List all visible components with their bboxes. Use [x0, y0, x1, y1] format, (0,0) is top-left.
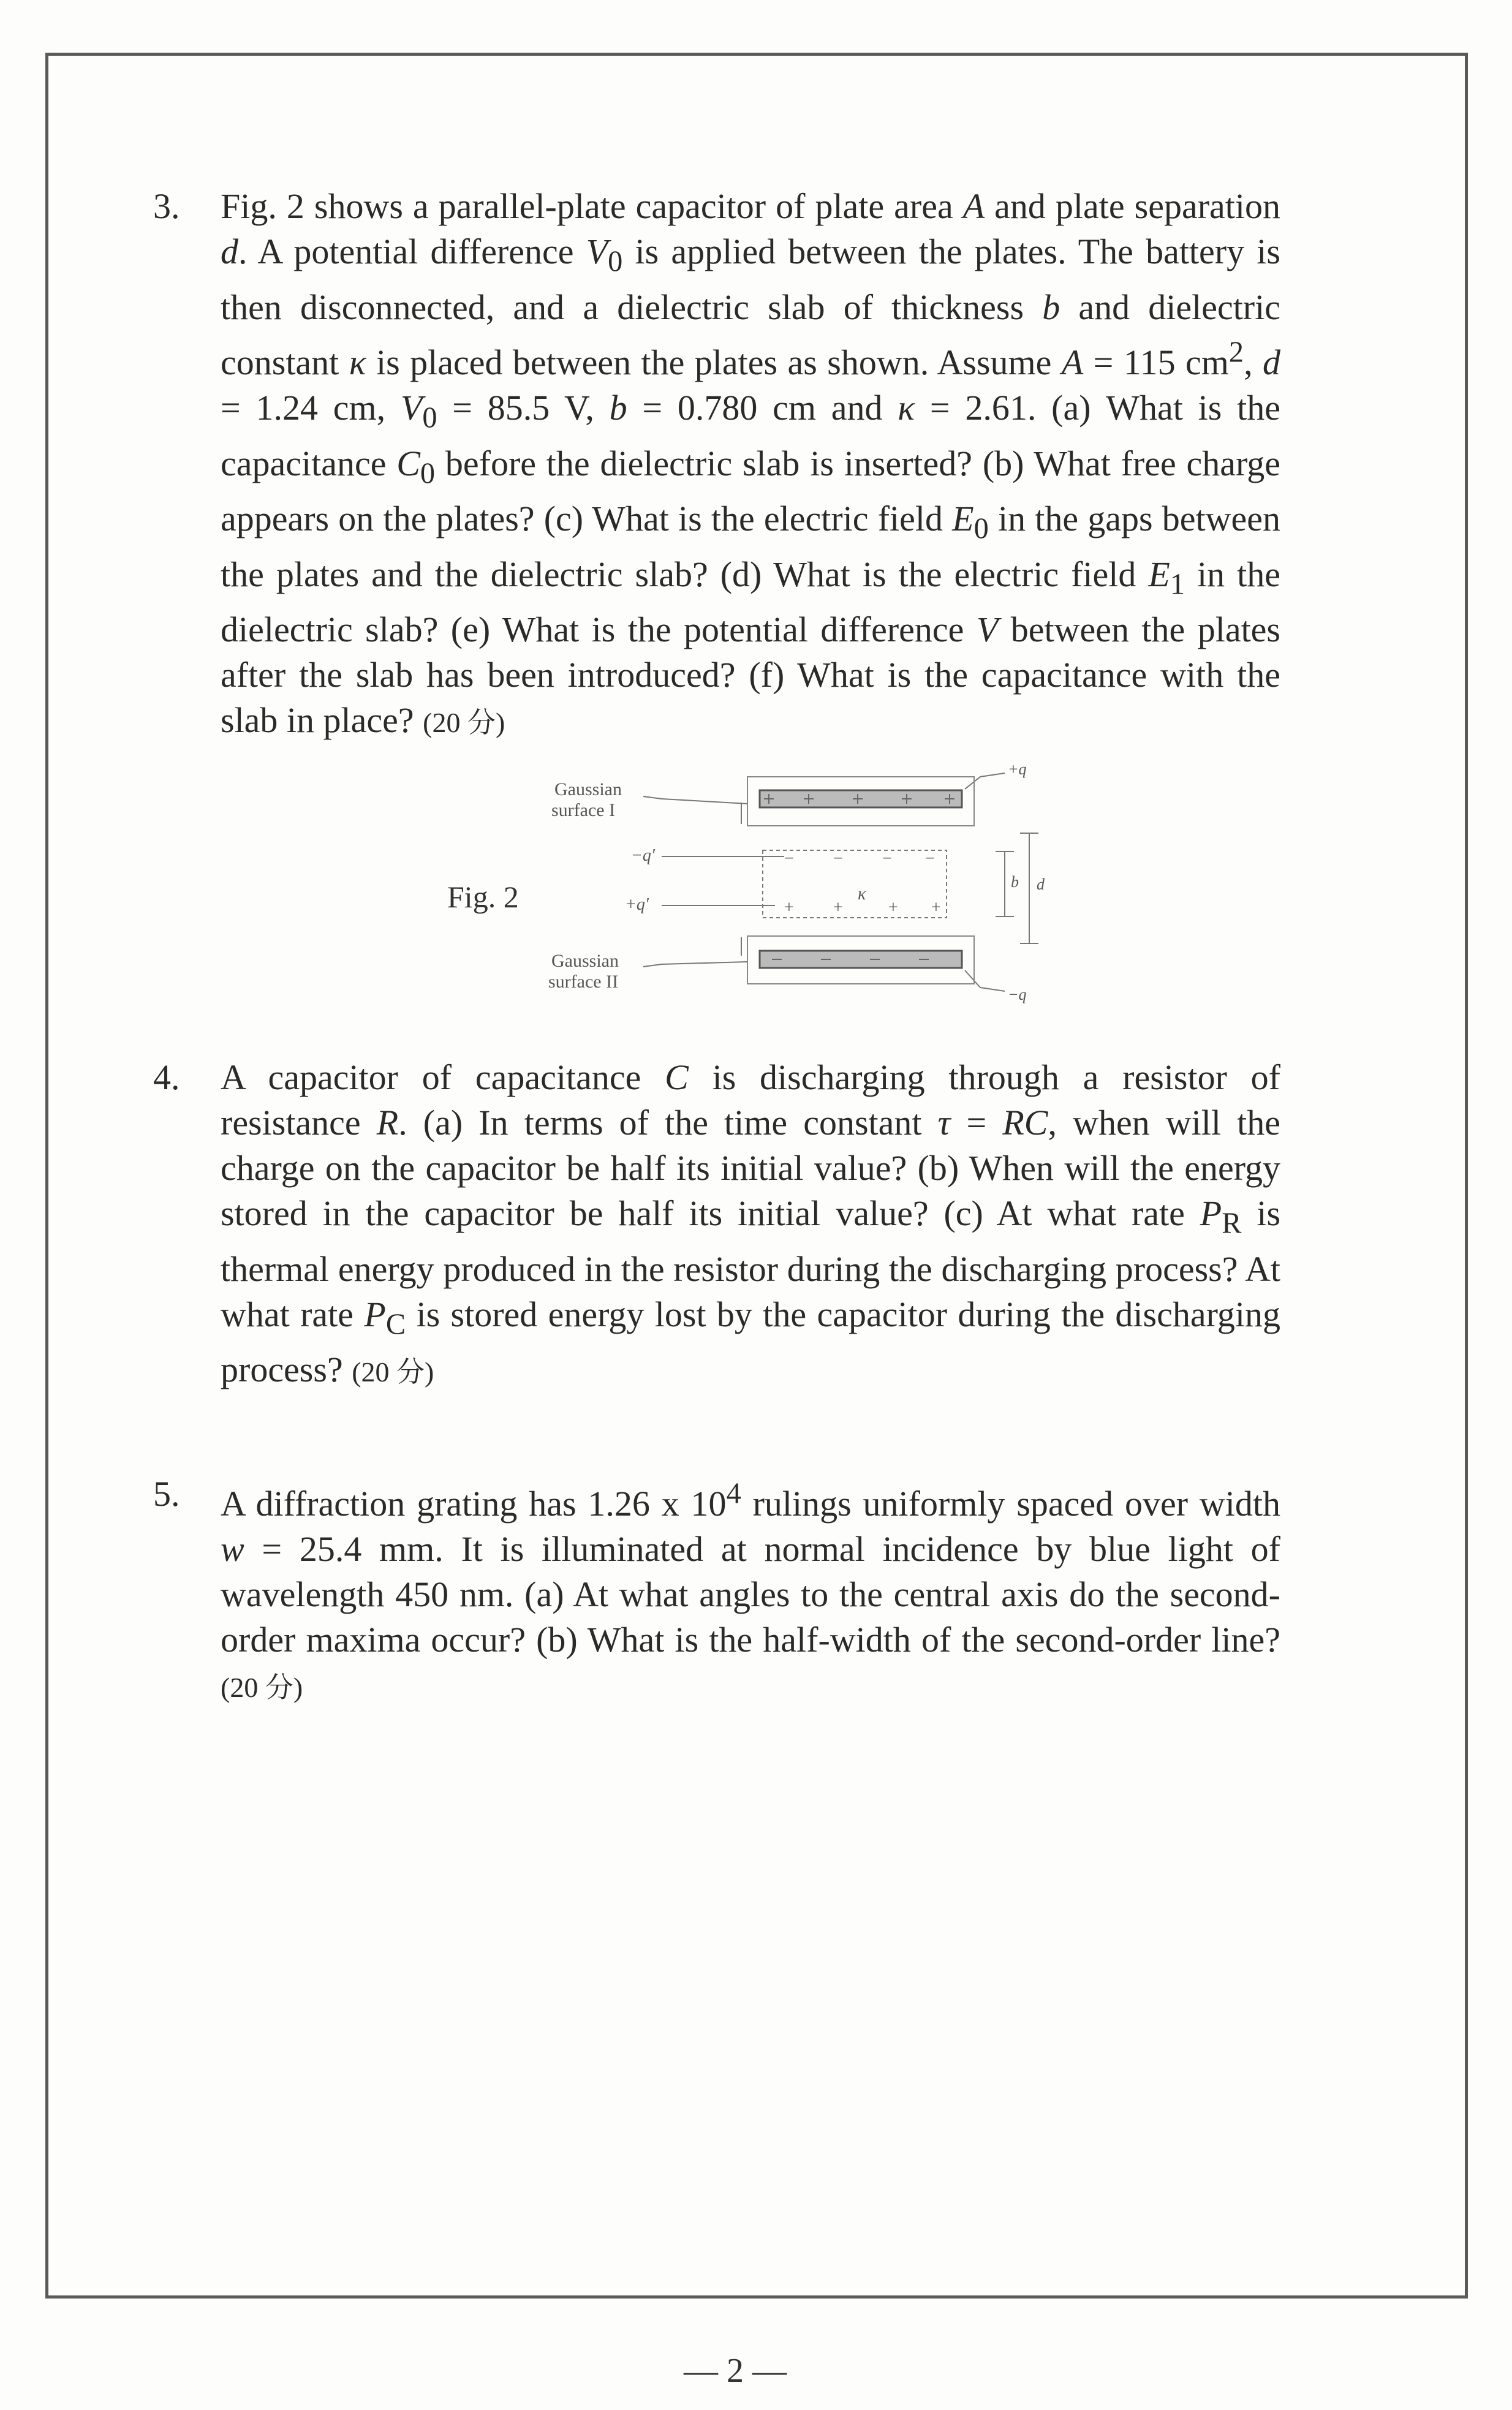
bottom-charge-label: −q	[1008, 986, 1027, 1003]
svg-text:−: −	[925, 849, 935, 868]
question-4	[153, 1055, 1281, 1395]
question-points: (20 分)	[352, 1356, 434, 1388]
page-number: — 2 —	[684, 2352, 787, 2390]
kappa-label: κ	[858, 885, 866, 904]
induced-positive-label: +q′	[625, 895, 649, 914]
svg-text:+: +	[784, 898, 794, 917]
question-text: Fig. 2 shows a parallel-plate capacitor of plate area A and plate separation d. A potential difference $V_0$ is applied between the plates. The battery is then disconnected, and a dielectric slab of thickness b and dielectric constant κ is placed between the plates as shown. Assume A = 115 $cm^2$, d = 1.24 cm, $V_0 = 85.5$ V, b = 0.780 cm and κ = 2.61. (a) What is the capacitance $C_0$ before the dielectric slab is inserted? (b) What free charge appears on the plates? (c) What is the electric field $E_0$ in the gaps between the plates and the dielectric slab? (d) What is the electric field $E_1$ in the dielectric slab? (e) What is the potential difference V between the plates after the slab has been introduced? (f) What is the capacitance with the slab in place? (20 分)	[221, 186, 1281, 741]
top-charge-label: +q	[1008, 760, 1027, 778]
induced-negative-label: −q′	[631, 846, 656, 865]
gaussian-2-label-line2: surface II	[548, 972, 619, 992]
svg-text:+: +	[888, 898, 898, 917]
question-number: 3.	[153, 186, 180, 226]
question-3	[153, 184, 1281, 746]
svg-text:−: −	[882, 849, 892, 868]
question-number: 5.	[153, 1474, 180, 1514]
question-points: (20 分)	[423, 707, 505, 739]
svg-text:+: +	[833, 898, 843, 917]
question-points: (20 分)	[221, 1672, 303, 1704]
svg-text:−: −	[784, 849, 794, 868]
svg-text:+: +	[931, 898, 941, 917]
figure-label: Fig. 2	[447, 880, 519, 914]
question-number: 4.	[153, 1057, 180, 1097]
b-label: b	[1011, 873, 1019, 891]
d-label: d	[1037, 875, 1045, 893]
question-text: A diffraction grating has 1.26 x $10^4$ rulings uniformly spaced over width w = 25.4 mm. It is illuminated at normal incidence by blue light of wavelength 450 nm. (a) At what angles to the central axis do the second-order maxima occur? (b) What is the half-width of the second-order line? (20 分)	[221, 1478, 1280, 1704]
question-text: A capacitor of capacitance C is discharging through a resistor of resistance R. (a) In terms of the time constant τ = RC, when will the charge on the capacitor be half its initial value? (b) When will the energy stored in the capacitor be half its initial value? (c) At what rate $P_R$ is thermal energy produced in the resistor during the discharging process? At what rate $P_C$ is stored energy lost by the capacitor during the discharging process? (20 分)	[221, 1057, 1281, 1390]
gaussian-2-label: Gaussian	[551, 951, 619, 971]
gaussian-1-label: Gaussian	[554, 779, 622, 799]
question-5	[153, 1471, 1280, 1710]
gaussian-1-label-line2: surface I	[551, 800, 616, 820]
bottom-plate	[760, 951, 962, 968]
capacitor-figure	[441, 760, 1115, 1005]
svg-text:−: −	[833, 849, 843, 868]
